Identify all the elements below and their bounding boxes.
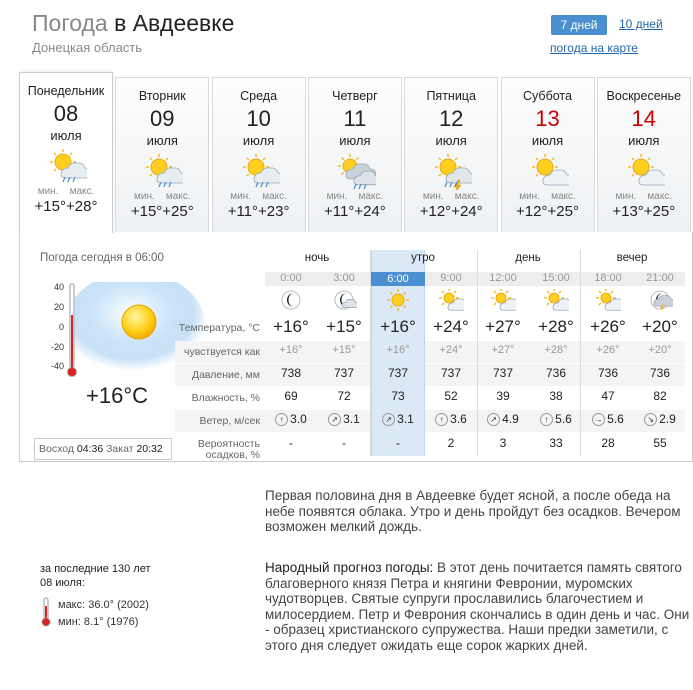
day-tab-10[interactable]: [212, 77, 306, 232]
hour-humidity: 82: [653, 389, 667, 403]
hour-humidity: 52: [444, 389, 458, 403]
day-month: июля: [50, 128, 82, 143]
hour-precip: -: [289, 436, 293, 450]
hour-wind: [634, 412, 686, 426]
wind-direction-icon: ↗: [382, 413, 395, 426]
hour-time: 12:00: [489, 272, 517, 284]
hour-time: 21:00: [646, 272, 674, 284]
hour-feels: +20°: [648, 344, 672, 356]
min-label: мин.: [134, 191, 155, 202]
sun-cloud-icon: [530, 289, 582, 313]
title-city: в Авдеевке: [114, 10, 235, 36]
day-max-temp: +24°: [451, 203, 483, 220]
wind-direction-icon: ↑: [435, 413, 448, 426]
day-min-temp: +15°: [130, 203, 163, 220]
day-tab-09[interactable]: [115, 77, 209, 232]
weather-map-link[interactable]: погода на карте: [550, 41, 638, 55]
hour-temp: +16°: [380, 317, 416, 336]
day-temps: [20, 198, 112, 215]
hour-precip: 28: [601, 436, 615, 450]
thunderstorm-icon: [432, 154, 472, 195]
hour-wind: [477, 412, 529, 426]
max-label: макс.: [262, 191, 287, 202]
hour-precip: 33: [549, 436, 563, 450]
hour-pressure: 737: [333, 366, 355, 380]
thermometer-scale: [24, 282, 64, 382]
day-date: 11: [343, 106, 367, 131]
hour-pressure: 738: [280, 366, 302, 380]
hour-temp: +15°: [326, 317, 362, 336]
day-temps: [116, 203, 208, 220]
day-date: 09: [150, 106, 175, 131]
wind-direction-icon: ↘: [644, 413, 657, 426]
hour-humidity: 73: [391, 389, 405, 403]
region-label: Донецкая область: [32, 40, 143, 55]
day-max-temp: +23°: [258, 203, 290, 220]
wind-speed: 3.6: [450, 412, 467, 426]
max-label: макс.: [551, 191, 576, 202]
min-max-labels: [405, 191, 497, 202]
hour-wind: [265, 412, 317, 426]
current-temperature: +16°C: [86, 383, 149, 408]
max-label: макс.: [454, 191, 480, 202]
row-label-precip-2: осадков, %: [205, 449, 260, 461]
hour-feels: +27°: [491, 344, 515, 356]
min-label: мин.: [37, 186, 59, 197]
day-min-temp: +11°: [227, 203, 259, 220]
wind-speed: 4.9: [502, 412, 519, 426]
period-0: ночь: [304, 252, 330, 264]
sun-icon: [372, 289, 424, 313]
hour-temp: +20°: [642, 317, 678, 336]
day-temps: [502, 203, 594, 220]
day-min-temp: +12°: [419, 203, 452, 220]
wind-speed: 3.1: [397, 412, 414, 426]
hour-temp: +28°: [538, 317, 574, 336]
day-month: июля: [146, 133, 178, 148]
wind-speed: 3.1: [343, 412, 360, 426]
sunset-label: Закат: [106, 443, 134, 455]
partly-cloudy-rain-icon: [143, 154, 183, 195]
wind-direction-icon: ↑: [540, 413, 553, 426]
hour-temp: +16°: [273, 317, 309, 336]
page-title: [32, 10, 234, 37]
day-max-temp: +25°: [643, 203, 676, 220]
hour-pressure: 736: [597, 366, 619, 380]
hour-temp: +27°: [485, 317, 521, 336]
day-tabs: [19, 72, 693, 232]
day-tab-12[interactable]: [404, 77, 498, 232]
sunrise-label: Восход: [39, 443, 74, 455]
hour-wind: [372, 412, 424, 426]
hour-pressure: 736: [649, 366, 671, 380]
day-month: июля: [531, 133, 564, 148]
min-label: мин.: [230, 191, 252, 202]
day-min-temp: +15°: [34, 198, 66, 215]
day-name: Вторник: [138, 89, 186, 103]
day-tab-11[interactable]: [308, 77, 402, 232]
sun-cloud-icon: [425, 289, 477, 313]
hour-humidity: 47: [601, 389, 615, 403]
hour-precip: 55: [653, 436, 667, 450]
hour-time: 9:00: [440, 272, 462, 284]
max-label: макс.: [165, 191, 191, 202]
day-temps: [405, 203, 497, 220]
sunrise-time: 04:36: [76, 443, 104, 455]
wind-direction-icon: →: [592, 413, 605, 426]
day-min-temp: +12°: [516, 203, 548, 220]
hour-time: 0:00: [280, 272, 302, 284]
sun-cloud-icon: [582, 289, 634, 313]
day-temps: [598, 203, 690, 220]
sunset-time: 20:32: [136, 443, 163, 455]
day-name: Понедельник: [27, 84, 105, 98]
hour-temp: +24°: [433, 317, 469, 336]
moon-cloud-icon: [318, 289, 370, 313]
min-label: мин.: [422, 191, 444, 202]
scale-label: -40: [50, 361, 64, 371]
min-label: мин.: [615, 191, 637, 202]
wind-direction-icon: ↗: [328, 413, 341, 426]
row-label-precip: Вероятность: [197, 438, 260, 450]
ten-days-link[interactable]: 10 дней: [619, 17, 663, 31]
scale-label: 40: [53, 282, 64, 292]
hour-pressure: 737: [387, 366, 409, 380]
title-prefix: Погода: [32, 10, 108, 36]
day-tab-14[interactable]: [597, 77, 691, 232]
day-temps: [213, 203, 305, 220]
day-date: 08: [53, 101, 79, 126]
row-label-pressure: Давление, мм: [191, 369, 260, 381]
wind-direction-icon: ↗: [487, 413, 500, 426]
partly-cloudy-rain-icon: [47, 149, 87, 190]
scale-label: 0: [58, 322, 64, 332]
day-min-temp: +11°: [323, 203, 355, 220]
min-label: мин.: [519, 191, 540, 202]
hour-pressure: 737: [492, 366, 514, 380]
history-min: мин: 8.1° (1976): [58, 616, 139, 628]
partly-cloudy-icon: [529, 154, 569, 195]
hour-humidity: 39: [496, 389, 510, 403]
hour-pressure: 736: [545, 366, 567, 380]
history-date: 08 июля:: [40, 577, 85, 589]
moon-cloud-rain-icon: [634, 289, 686, 313]
day-temps: [309, 203, 401, 220]
min-max-labels: [116, 191, 208, 202]
history-max: макс: 36.0° (2002): [58, 599, 149, 611]
min-max-labels: [213, 191, 305, 202]
folk-text: В этот день почитается память святого благоверного князя Петра и княгини Февронии, муромских чудотворцев. Святые супруги прославились благочестием и милосердием. Петр и Феврония скончались в один день и час. Они - образец христианского супружества. Наши предки заметили, с этого дня следует ожидать еще сорок жарких дней.: [265, 560, 690, 653]
hour-feels: +24°: [439, 344, 463, 356]
hour-wind: [425, 412, 477, 426]
wind-speed: 5.6: [555, 412, 572, 426]
hour-humidity: 69: [284, 389, 298, 403]
hour-feels: +16°: [279, 344, 303, 356]
day-name: Суббота: [523, 89, 572, 103]
moon-icon: [265, 289, 317, 313]
day-max-temp: +25°: [162, 203, 194, 220]
min-label: мин.: [326, 191, 348, 202]
hour-temp: +26°: [590, 317, 626, 336]
day-tab-13[interactable]: [501, 77, 595, 232]
sunrise-sunset: [34, 438, 172, 460]
hour-time: 3:00: [333, 272, 355, 284]
hour-precip: 2: [447, 436, 455, 450]
max-label: макс.: [647, 191, 673, 202]
hour-time: 18:00: [594, 272, 622, 284]
day-tab-08[interactable]: [19, 72, 113, 233]
weather-description: Первая половина дня в Авдеевке будет ясной, а после обеда на небе появятся облака. Утро и день пройдут без осадков. Вечером возможен мелкий дождь.: [265, 488, 681, 534]
row-label-wind: Ветер, м/сек: [199, 415, 260, 427]
hour-wind: [530, 412, 582, 426]
day-name: Четверг: [332, 89, 378, 103]
max-label: макс.: [358, 191, 384, 202]
cloudy-rain-icon: [336, 154, 376, 195]
day-date: 10: [246, 106, 271, 131]
hour-wind: [582, 412, 634, 426]
partly-cloudy-rain-icon: [240, 154, 280, 195]
hour-feels: +15°: [332, 344, 356, 356]
hour-feels: +26°: [596, 344, 620, 356]
history-heading: за последние 130 лет: [40, 563, 151, 575]
hour-feels: +28°: [544, 344, 568, 356]
row-label-temperature: Температура, °C: [178, 322, 260, 334]
day-date: 13: [535, 106, 560, 131]
wind-speed: 3.0: [290, 412, 307, 426]
day-min-temp: +13°: [612, 203, 644, 220]
day-name: Воскресенье: [606, 89, 682, 103]
wind-speed: 5.6: [607, 412, 624, 426]
max-label: макс.: [69, 186, 95, 197]
day-month: июля: [339, 133, 371, 148]
hour-precip: -: [342, 436, 346, 450]
min-max-labels: [598, 191, 690, 202]
hour-feels: +16°: [386, 344, 410, 356]
row-label-humidity: Влажность, %: [191, 392, 260, 404]
period-1: утро: [411, 252, 435, 264]
seven-days-button[interactable]: 7 дней: [551, 15, 607, 35]
hour-humidity: 72: [337, 389, 351, 403]
period-3: вечер: [616, 252, 648, 264]
min-max-labels: [309, 191, 401, 202]
day-name: Среда: [240, 89, 278, 103]
day-month: июля: [435, 133, 467, 148]
day-max-temp: +25°: [547, 203, 579, 220]
period-2: день: [515, 252, 541, 264]
hour-precip: 3: [499, 436, 507, 450]
sun-cloud-icon: [477, 289, 529, 313]
hour-pressure: 737: [440, 366, 462, 380]
day-max-temp: +28°: [66, 198, 98, 215]
wind-speed: 2.9: [659, 412, 676, 426]
min-max-labels: [20, 186, 112, 197]
scale-label: -20: [50, 342, 64, 352]
folk-forecast: [265, 560, 693, 653]
day-name: Пятница: [426, 89, 476, 103]
today-label: Погода сегодня в 06:00: [40, 252, 164, 264]
wind-direction-icon: ↑: [275, 413, 288, 426]
hour-precip: -: [396, 436, 400, 450]
hour-time: 15:00: [542, 272, 570, 284]
partly-cloudy-icon: [625, 154, 665, 195]
row-label-feels: чувствуется как: [183, 346, 260, 358]
hour-wind: [318, 412, 370, 426]
current-hour-label: 6:00: [371, 272, 425, 286]
day-date: 12: [438, 106, 464, 131]
folk-label: Народный прогноз погоды:: [265, 560, 434, 575]
day-date: 14: [631, 106, 657, 131]
min-max-labels: [502, 191, 594, 202]
day-max-temp: +24°: [354, 203, 386, 220]
history-thermometer-icon: [40, 597, 52, 627]
hour-humidity: 38: [549, 389, 563, 403]
scale-label: 20: [53, 302, 64, 312]
day-month: июля: [242, 133, 275, 148]
day-month: июля: [628, 133, 660, 148]
